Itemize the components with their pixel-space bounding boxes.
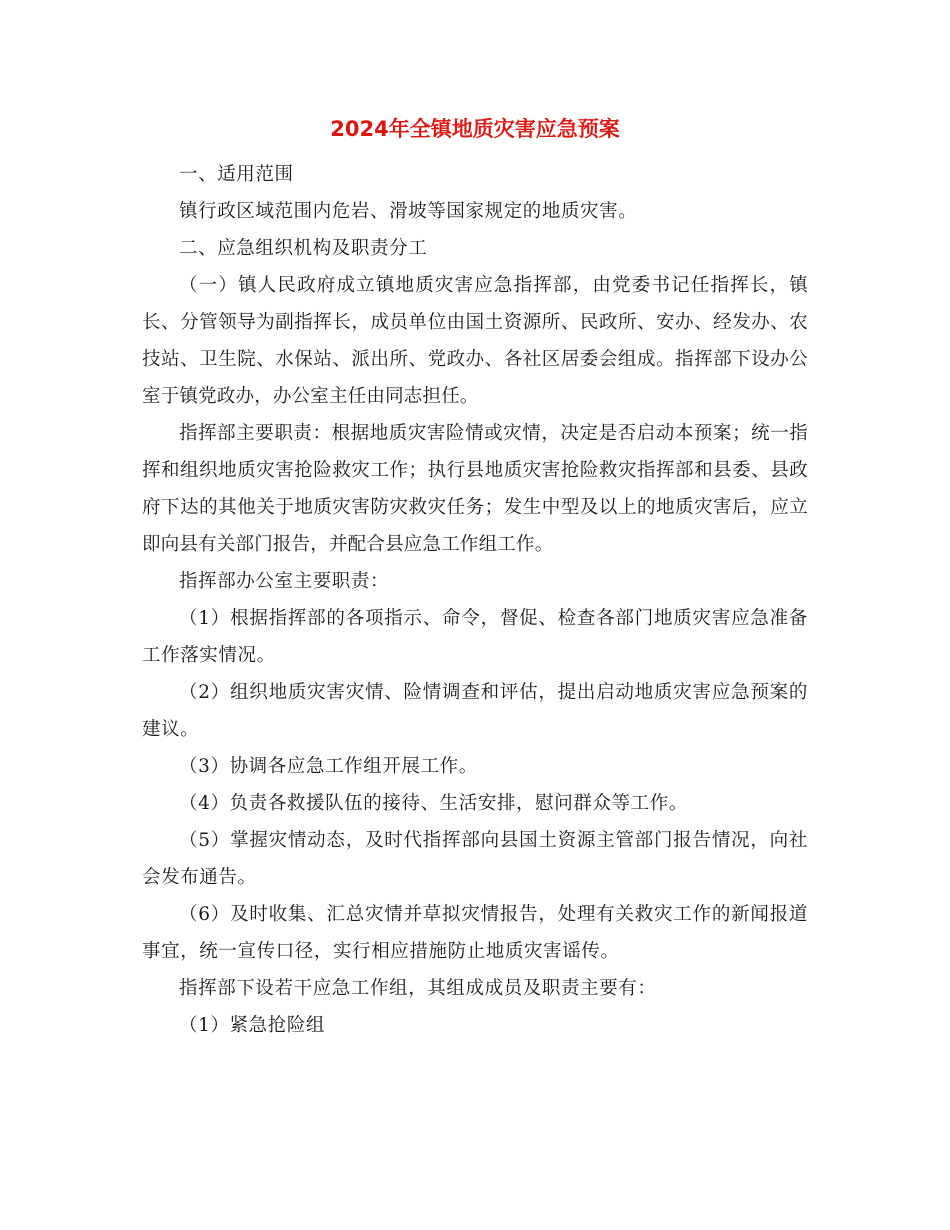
paragraph-command-structure: （一）镇人民政府成立镇地质灾害应急指挥部，由党委书记任指挥长，镇长、分管领导为副指挥长，成员单位由国土资源所、民政所、安办、经发办、农技站、卫生院、水保站、派出所、党政办、各社区居委会组成。指挥部下设办公室于镇党政办，办公室主任由同志担任。 (142, 275, 808, 407)
paragraph-scope: 镇行政区域范围内危岩、滑坡等国家规定的地质灾害。 (179, 201, 638, 222)
paragraph-command-duties: 指挥部主要职责：根据地质灾害险情或灾情，决定是否启动本预案；统一指挥和组织地质灾害抢险救灾工作；执行县地质灾害抢险救灾指挥部和县委、县政府下达的其他关于地质灾害防灾救灾任务；发生中型及以上的地质灾害后，应立即向县有关部门报告，并配合县应急工作组工作。 (142, 423, 808, 555)
document-title: 2024年全镇地质灾害应急预案 (330, 117, 620, 141)
section-heading-scope: 一、适用范围 (179, 164, 294, 185)
list-item-duty-3: （3）协调各应急工作组开展工作。 (179, 756, 478, 777)
section-heading-organization: 二、应急组织机构及职责分工 (179, 238, 428, 259)
list-item-duty-5: （5）掌握灾情动态，及时代指挥部向县国土资源主管部门报告情况，向社会发布通告。 (142, 830, 808, 888)
list-item-duty-1: （1）根据指挥部的各项指示、命令，督促、检查各部门地质灾害应急准备工作落实情况。 (142, 608, 808, 666)
paragraph-working-groups: 指挥部下设若干应急工作组，其组成成员及职责主要有： (179, 978, 657, 999)
document-body (142, 156, 808, 1044)
list-item-duty-6: （6）及时收集、汇总灾情并草拟灾情报告，处理有关救灾工作的新闻报道事宜，统一宣传口径，实行相应措施防止地质灾害谣传。 (142, 904, 808, 962)
list-item-group-1: （1）紧急抢险组 (179, 1015, 326, 1036)
paragraph-office-duties-heading: 指挥部办公室主要职责： (179, 571, 390, 592)
list-item-duty-4: （4）负责各救援队伍的接待、生活安排，慰问群众等工作。 (179, 793, 688, 814)
list-item-duty-2: （2）组织地质灾害灾情、险情调查和评估，提出启动地质灾害应急预案的建议。 (142, 682, 808, 740)
